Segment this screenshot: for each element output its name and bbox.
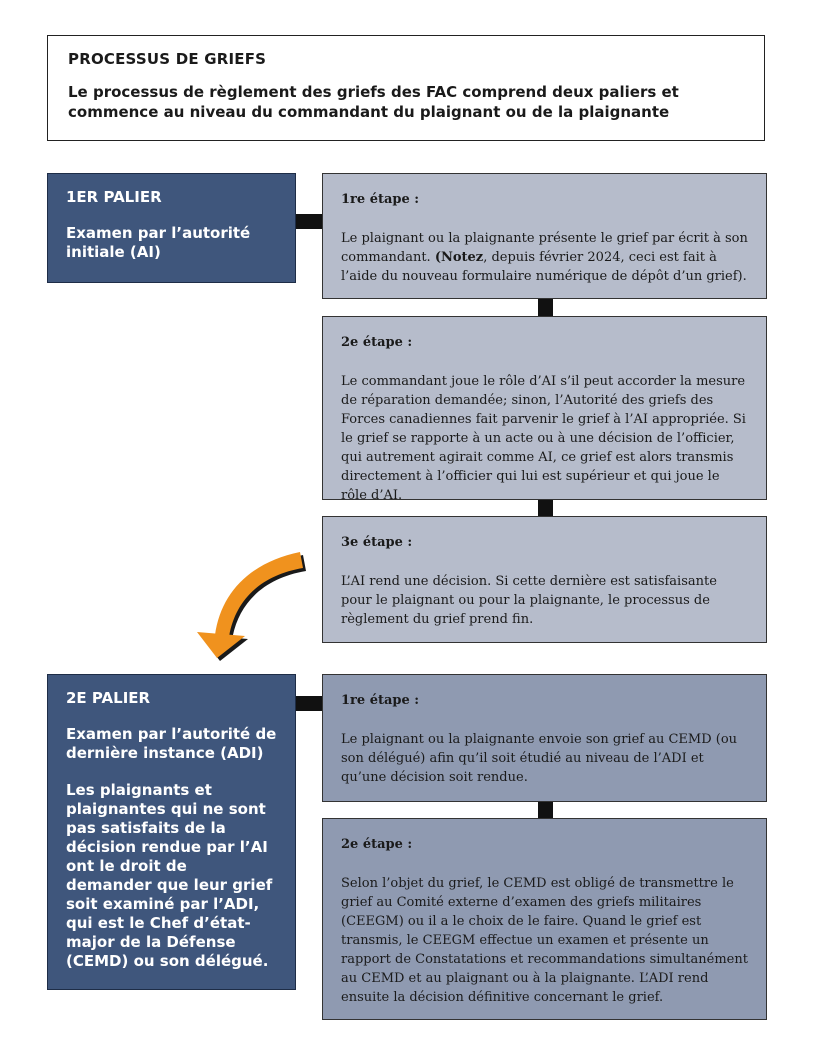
tier-2-subtitle: Examen par l’autorité de dernière instance (ADI): [66, 725, 277, 762]
step-body: L’AI rend une décision. Si cette dernière est satisfaisante pour le plaignant ou pour la plaignante, le processus de règlement du grief prend fin.: [341, 574, 717, 627]
tier-2-connector: [296, 696, 323, 711]
tier-2-description: Les plaignants et plaignantes qui ne sont pas satisfaits de la décision rendue par l’AI ont le droit de demander que leur grief soit examiné par l’ADI, qui est le Chef d’état-major de la Défense (CEMD) ou son délégué.: [66, 781, 273, 970]
step-connector: [538, 299, 553, 317]
step-title: 2e étape :: [341, 335, 413, 350]
tier-2-step-1: [322, 674, 767, 802]
step-title: 2e étape :: [341, 837, 413, 852]
header-box: [47, 35, 765, 141]
tier-2-title: 2E PALIER: [66, 689, 151, 707]
step-connector: [538, 500, 553, 517]
tier-1-box: [47, 173, 296, 283]
tier-1-step-1: [322, 173, 767, 299]
tier-2-box: [47, 674, 296, 990]
page-title: PROCESSUS DE GRIEFS: [68, 50, 267, 68]
tier-1-subtitle: Examen par l’autorité initiale (AI): [66, 224, 251, 261]
page-subtitle: Le processus de règlement des griefs des FAC comprend deux paliers et commence au niveau du commandant du plaignant ou de la plaignante: [68, 83, 679, 121]
step-title: 1re étape :: [341, 693, 420, 708]
step-connector: [538, 802, 553, 819]
tier-1-step-3: [322, 516, 767, 643]
tier-1-step-2: [322, 316, 767, 503]
step-title: 1re étape :: [341, 192, 420, 207]
tier-1-title: 1ER PALIER: [66, 188, 162, 206]
step-body: Le plaignant ou la plaignante présente le grief par écrit à son commandant. (Notez, depuis février 2024, ceci est fait à l’aide du nouveau formulaire numérique de dépôt d’un grief).: [341, 231, 748, 284]
step-title: 3e étape :: [341, 535, 413, 550]
tier-2-step-2: [322, 818, 767, 1020]
tier-1-connector: [296, 214, 323, 229]
step-body: Le commandant joue le rôle d’AI s’il peut accorder la mesure de réparation demandée; sinon, l’Autorité des griefs des Forces canadiennes fait parvenir le grief à l’AI appropriée. Si le grief se rapporte à un acte ou à une décision de l’officier, qui autrement agirait comme AI, ce grief est alors transmis directement à l’officier qui lui est supérieur et qui joue le rôle d’AI.: [341, 374, 746, 503]
step-body: Selon l’objet du grief, le CEMD est obligé de transmettre le grief au Comité externe d’examen des griefs militaires (CEEGM) ou il a le choix de le faire. Quand le grief est transmis, le CEEGM effectue un examen et présente un rapport de Constatations et recommandations simultanément au CEMD et au plaignant ou à la plaignante. L’ADI rend ensuite la décision définitive concernant le grief.: [341, 876, 748, 1005]
curved-arrow-icon: [185, 540, 310, 665]
step-body: Le plaignant ou la plaignante envoie son grief au CEMD (ou son délégué) afin qu’il soit étudié au niveau de l’ADI et qu’une décision soit rendue.: [341, 732, 738, 785]
